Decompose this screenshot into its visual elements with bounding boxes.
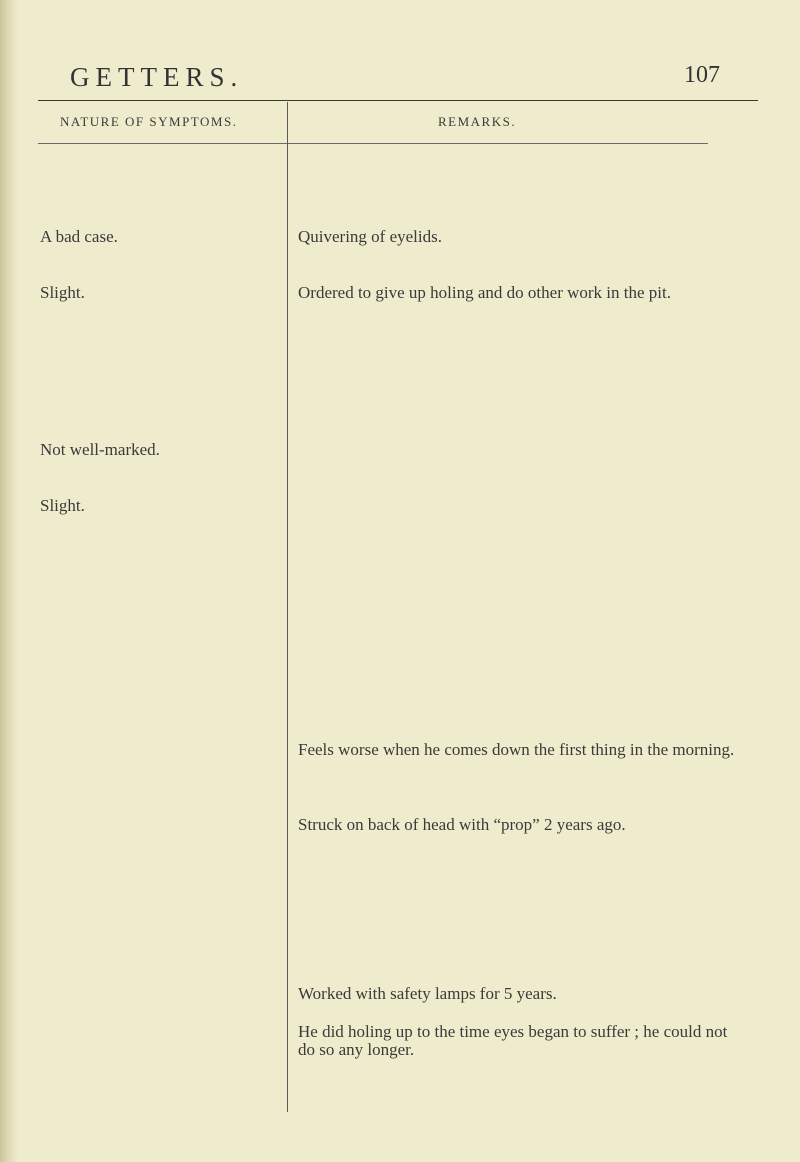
remarks-column-heading: REMARKS. [438,114,517,129]
remark-entry: Quivering of eyelids. [298,227,442,246]
page-number: 107 [684,62,720,88]
remark-entry: Feels worse when he comes down the first thing in the morning. [298,740,735,759]
symptom-entry: Not well-marked. [40,440,160,459]
column-heading-rule [38,143,708,144]
symptom-entry: A bad case. [40,227,118,246]
remark-entry: Ordered to give up holing and do other work in the pit. [298,283,671,302]
header-rule [38,100,758,101]
remark-entry: Worked with safety lamps for 5 years. [298,984,557,1003]
remark-entry: Struck on back of head with “prop” 2 years ago. [298,815,626,834]
symptom-entry: Slight. [40,496,85,515]
remark-entry: He did holing up to the time eyes began to suffer ; he could not do so any longer. [298,1022,728,1059]
page-edge-shadow [0,0,18,1162]
symptoms-column-heading: NATURE OF SYMPTOMS. [60,114,238,129]
running-title: GETTERS. [70,62,244,92]
symptom-entry: Slight. [40,283,85,302]
column-divider [287,102,288,1112]
